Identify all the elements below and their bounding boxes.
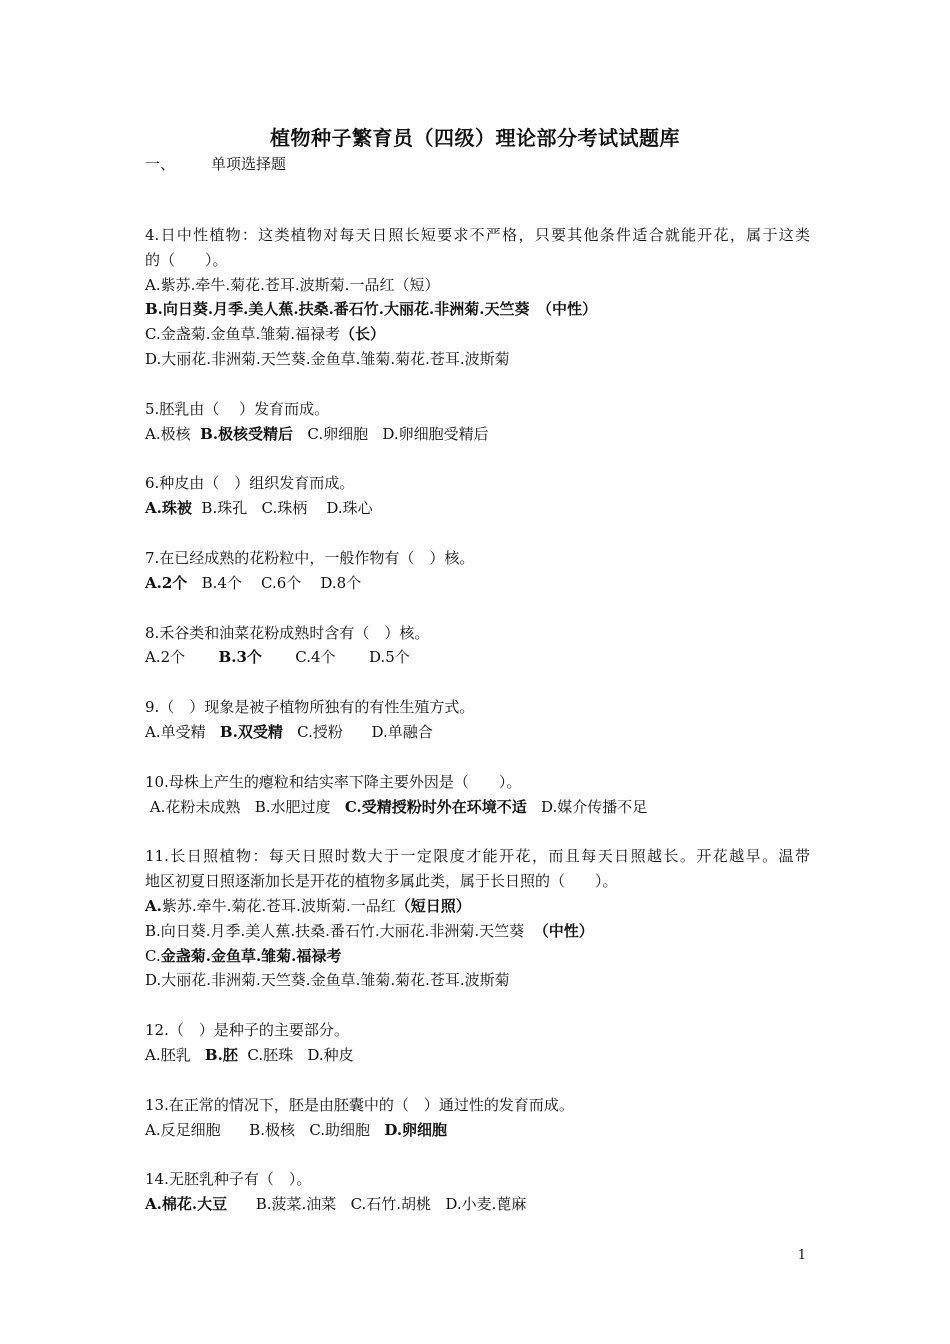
question-stem: 5.胚乳由（ ）发育而成。: [145, 399, 330, 418]
option-b-answer: B.3个: [218, 648, 262, 667]
options-row: [145, 1118, 810, 1143]
question-7: [145, 546, 810, 596]
option-b: B.菠菜.油菜: [255, 1195, 337, 1214]
option-c-answer: C.受精授粉时外在环境不适: [344, 797, 527, 816]
option-d: D.5个: [368, 648, 410, 667]
question-stem: 4.日中性植物：这类植物对每天日照长短要求不严格，只要其他条件适合就能开花，属于这类: [145, 226, 810, 244]
option-a-answer: A.2个: [145, 573, 188, 592]
options-row: [145, 422, 810, 447]
option-c: C.授粉: [297, 722, 343, 741]
option-c: C.6个: [261, 573, 302, 592]
question-list: [145, 223, 810, 1217]
option-d: D.大丽花.非洲菊.天竺葵.金鱼草.雏菊.菊花.苍耳.波斯菊: [145, 971, 510, 990]
option-c-answer: C.金盏菊.金鱼草.雏菊.福禄考: [145, 946, 342, 965]
option-b: B.水肥过度: [254, 797, 331, 816]
question-stem-cont: 的（ ）。: [145, 250, 228, 269]
option-a: A.单受精: [145, 722, 206, 741]
question-10: [145, 770, 810, 820]
option-d: D.小麦.蓖麻: [445, 1195, 527, 1214]
question-13: [145, 1093, 810, 1143]
question-stem: 7.在已经成熟的花粉粒中，一般作物有（ ）核。: [145, 548, 475, 567]
option-d-answer: D.卵细胞: [384, 1120, 448, 1139]
option-b: B.4个: [201, 573, 242, 592]
option-d: D.媒介传播不足: [541, 797, 648, 816]
question-stem-cont: 地区初夏日照逐渐加长是开花的植物多属此类，属于长日照的（ ）。: [145, 872, 618, 891]
option-a: A.极核: [145, 424, 191, 443]
section-label: 单项选择题: [211, 155, 287, 173]
document-title: 植物种子繁育员（四级）理论部分考试试题库: [270, 126, 680, 150]
option-d: D.8个: [320, 573, 362, 592]
option-a: A.胚乳: [145, 1045, 191, 1064]
option-b-answer: B.向日葵.月季.美人蕉.扶桑.番石竹.大丽花.非洲菊.天竺葵 （中性）: [145, 300, 597, 319]
option-a: A.紫苏.牵牛.菊花.苍耳.波斯菊.一品红（短日照）: [145, 896, 471, 915]
question-4: [145, 223, 810, 372]
question-stem: 13.在正常的情况下，胚是由胚囊中的（ ）通过性的发育而成。: [145, 1095, 574, 1114]
option-b: B.极核: [249, 1120, 296, 1139]
question-11: [145, 844, 810, 993]
question-5: [145, 397, 810, 447]
option-c: C.金盏菊.金鱼草.雏菊.福禄考（长）: [145, 325, 386, 344]
option-c: C.助细胞: [309, 1120, 371, 1139]
option-b-answer: B.极核受精后: [200, 424, 294, 443]
option-b-answer: B.双受精: [219, 722, 283, 741]
question-14: [145, 1167, 810, 1217]
option-c: C.珠柄: [261, 499, 308, 518]
option-a-answer: A.棉花.大豆: [145, 1195, 228, 1214]
option-a: A.2个: [145, 648, 186, 667]
options-row: [145, 496, 810, 521]
options-row: [145, 571, 810, 596]
options-row: [145, 1043, 810, 1068]
options-row: [145, 1192, 810, 1217]
option-d: D.单融合: [371, 722, 433, 741]
section-heading: [145, 153, 286, 174]
option-b: B.珠孔: [201, 499, 248, 518]
question-stem: 6.种皮由（ ）组织发育而成。: [145, 474, 355, 493]
page-number: 1: [797, 1248, 806, 1263]
option-a-answer: A.珠被: [145, 499, 192, 518]
option-d: D.大丽花.非洲菊.天竺葵.金鱼草.雏菊.菊花.苍耳.波斯菊: [145, 349, 510, 368]
option-d: D.卵细胞受精后: [382, 424, 489, 443]
option-b-answer: B.胚: [204, 1045, 238, 1064]
question-stem: 9.（ ）现象是被子植物所独有的有性生殖方式。: [145, 698, 475, 717]
option-c: C.4个: [295, 648, 336, 667]
question-stem: 8.禾谷类和油菜花粉成熟时含有（ ）核。: [145, 623, 430, 642]
option-d: D.珠心: [326, 499, 373, 518]
question-8: [145, 621, 810, 671]
option-c: C.卵细胞: [307, 424, 369, 443]
section-number: 一、: [145, 155, 176, 173]
option-c: C.石竹.胡桃: [350, 1195, 432, 1214]
option-b: B.向日葵.月季.美人蕉.扶桑.番石竹.大丽花.非洲菊.天竺葵 （中性）: [145, 921, 594, 940]
question-stem: 10.母株上产生的瘪粒和结实率下降主要外因是（ ）。: [145, 772, 522, 791]
option-c: C.胚珠: [247, 1045, 294, 1064]
question-stem: 12.（ ）是种子的主要部分。: [145, 1021, 349, 1040]
question-6: [145, 471, 810, 521]
option-a: A.紫苏.牵牛.菊花.苍耳.波斯菊.一品红（短）: [145, 275, 440, 294]
question-stem: 14.无胚乳种子有（ ）。: [145, 1170, 312, 1189]
option-a: A.花粉未成熟: [149, 797, 241, 816]
options-row: [145, 795, 810, 820]
option-d: D.种皮: [307, 1045, 354, 1064]
question-12: [145, 1018, 810, 1068]
question-stem: 11.长日照植物：每天日照时数大于一定限度才能开花，而且每天日照越长。开花越早。温带: [145, 847, 810, 866]
question-9: [145, 695, 810, 745]
options-row: [145, 645, 810, 670]
options-row: [145, 720, 810, 745]
option-a: A.反足细胞: [145, 1120, 221, 1139]
